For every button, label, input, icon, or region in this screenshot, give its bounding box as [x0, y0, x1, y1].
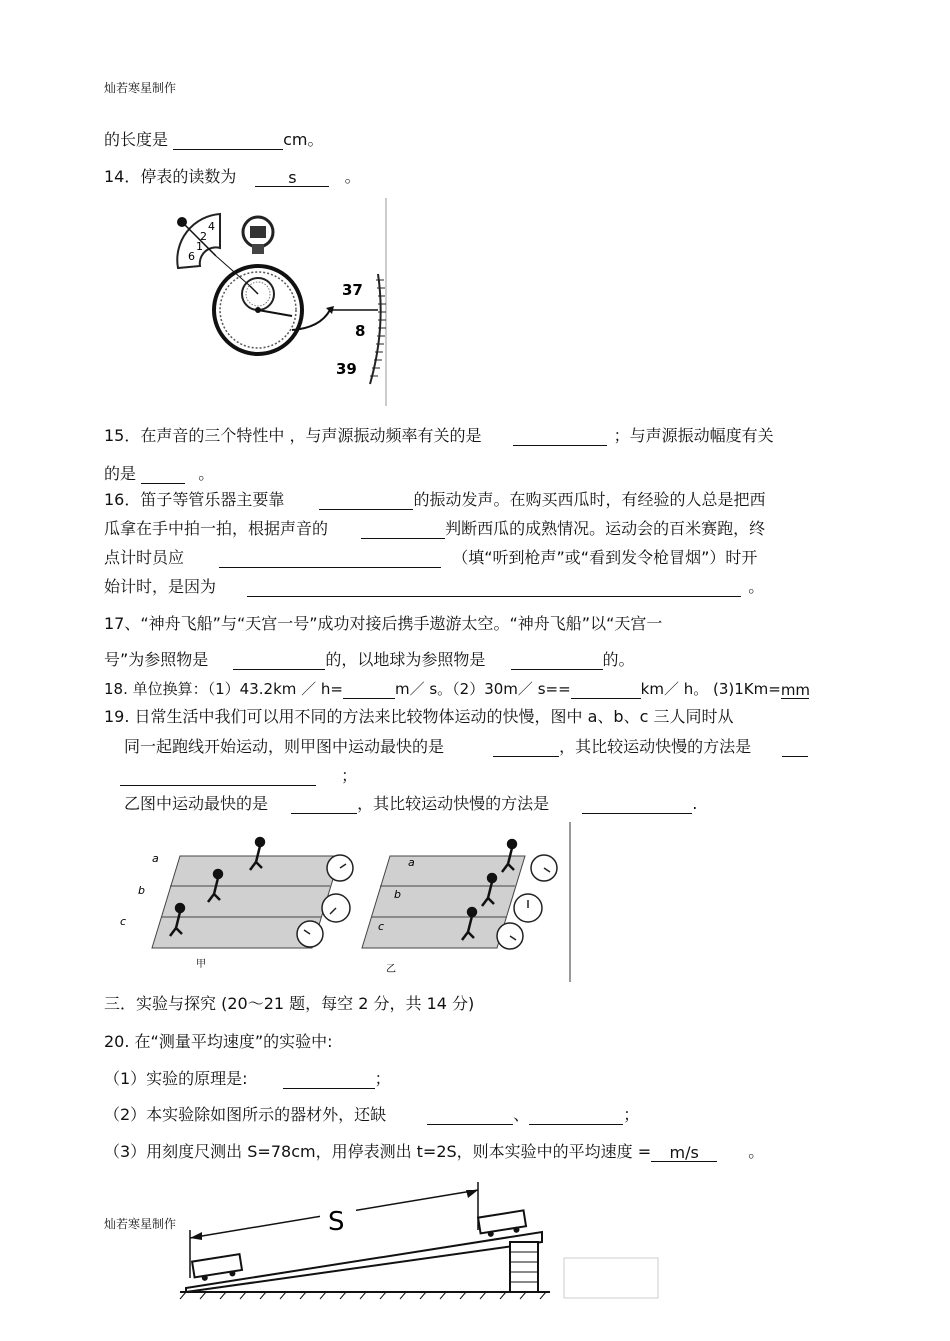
q19-blank4[interactable]	[582, 795, 692, 814]
ramp-length-label: S	[328, 1207, 345, 1237]
lane-a-left: a	[152, 852, 159, 865]
ramp-figure	[172, 1180, 662, 1300]
cart-top	[478, 1210, 527, 1238]
lane-c-right: c	[378, 920, 385, 933]
q20-blank3[interactable]	[529, 1106, 623, 1125]
q19-line2: 同一起跑线开始运动，则甲图中运动最快的是 ，其比较运动快慢的方法是	[124, 737, 808, 757]
track-right	[362, 840, 525, 975]
q15-blank2[interactable]	[141, 465, 185, 484]
stopwatch-svg	[170, 198, 390, 408]
q20-p3: （3）用刻度尺测出 S=78cm，用停表测出 t=2S，则本实验中的平均速度 = m/s 。	[104, 1142, 765, 1162]
q18-blank3[interactable]: mm	[780, 681, 811, 699]
q19-blank1[interactable]	[493, 738, 559, 757]
q20-blank2[interactable]	[427, 1106, 513, 1125]
q13-tail: 的长度是 cm。	[104, 130, 324, 149]
small-dial-2: 2	[200, 230, 207, 243]
q17-line2: 号”为参照物是 的，以地球为参照物是 的。	[104, 650, 635, 669]
q16-line4: 始计时，是因为 。	[104, 577, 765, 596]
scale-8: 8	[355, 322, 366, 340]
q19-blank2-end[interactable]	[120, 767, 316, 786]
q16-line1: 16．笛子等管乐器主要靠 的振动发声。在购买西瓜时，有经验的人总是把西	[104, 490, 766, 509]
q20-blank4[interactable]: m/s	[651, 1143, 717, 1162]
small-dial-4: 4	[208, 220, 215, 233]
q17-blank1[interactable]	[233, 651, 325, 670]
q13-blank[interactable]	[173, 131, 283, 150]
scale-39: 39	[336, 360, 357, 378]
q15-line1: 15．在声音的三个特性中 ，与声源振动频率有关的是 ；与声源振动幅度有关	[104, 426, 774, 445]
lane-c-left: c	[120, 915, 127, 928]
q15-line2: 的是 。	[104, 464, 215, 483]
ramp-svg	[172, 1180, 662, 1300]
caption-yi: 乙	[386, 964, 396, 975]
q18-blank1[interactable]	[343, 680, 395, 699]
q16-line3: 点计时员应 （填“听到枪声”或“看到发令枪冒烟”）时开	[104, 548, 758, 567]
q18-blank2[interactable]	[571, 680, 641, 699]
stopwatch-figure	[170, 198, 390, 408]
q20-p1: （1）实验的原理是: ；	[104, 1069, 391, 1088]
small-dial-1: 1	[196, 240, 203, 253]
q16-blank3[interactable]	[219, 549, 441, 568]
q15-blank1[interactable]	[513, 427, 607, 446]
scale-37: 37	[342, 281, 363, 299]
lane-b-left: b	[138, 884, 145, 897]
q16-blank4[interactable]	[247, 578, 741, 597]
q19-blank3[interactable]	[291, 795, 357, 814]
small-dial-6: 6	[188, 250, 195, 263]
cart-bottom	[192, 1254, 243, 1282]
q16-line2: 瓜拿在手中拍一拍，根据声音的 判断西瓜的成熟情况。运动会的百米赛跑，终	[104, 519, 766, 538]
q17-line1: 17、“神舟飞船”与“天宫一号”成功对接后携手遨游太空。“神舟飞船”以“天宫一	[104, 614, 663, 633]
q17-blank2[interactable]	[511, 651, 603, 670]
q14-blank[interactable]: s	[255, 168, 329, 187]
section-3-heading: 三．实验与探究 (20～21 题，每空 2 分，共 14 分)	[104, 994, 475, 1013]
race-svg	[110, 822, 580, 982]
q20-blank1[interactable]	[283, 1070, 375, 1089]
lane-a-right: a	[408, 856, 415, 869]
track-left	[120, 838, 340, 970]
lane-b-right: b	[394, 888, 401, 901]
caption-jia: 甲	[196, 959, 206, 970]
q16-blank1[interactable]	[319, 491, 413, 510]
q16-blank2[interactable]	[361, 520, 445, 539]
race-figure	[110, 822, 580, 982]
q20-title: 20. 在“测量平均速度”的实验中:	[104, 1032, 333, 1051]
page-header: 灿若寒星制作	[104, 81, 177, 95]
q18-line: 18. 单位换算：（1）43.2km ／ h= m／ s。（2）30m／ s== km／ h。 (3)1Km=mm	[104, 680, 811, 699]
q19-blank2-start[interactable]	[782, 738, 808, 757]
q20-p2: （2）本实验除如图所示的器材外，还缺 、 ；	[104, 1105, 640, 1124]
q14-line: 14．停表的读数为 s 。	[104, 167, 361, 187]
q19-line1: 19. 日常生活中我们可以用不同的方法来比较物体运动的快慢，图中 a、b、c 三人同时从	[104, 707, 734, 726]
q19-line3: ；	[120, 766, 357, 786]
q19-line4: 乙图中运动最快的是 ，其比较运动快慢的方法是 .	[124, 794, 698, 813]
page-footer: 灿若寒星制作	[104, 1217, 177, 1231]
